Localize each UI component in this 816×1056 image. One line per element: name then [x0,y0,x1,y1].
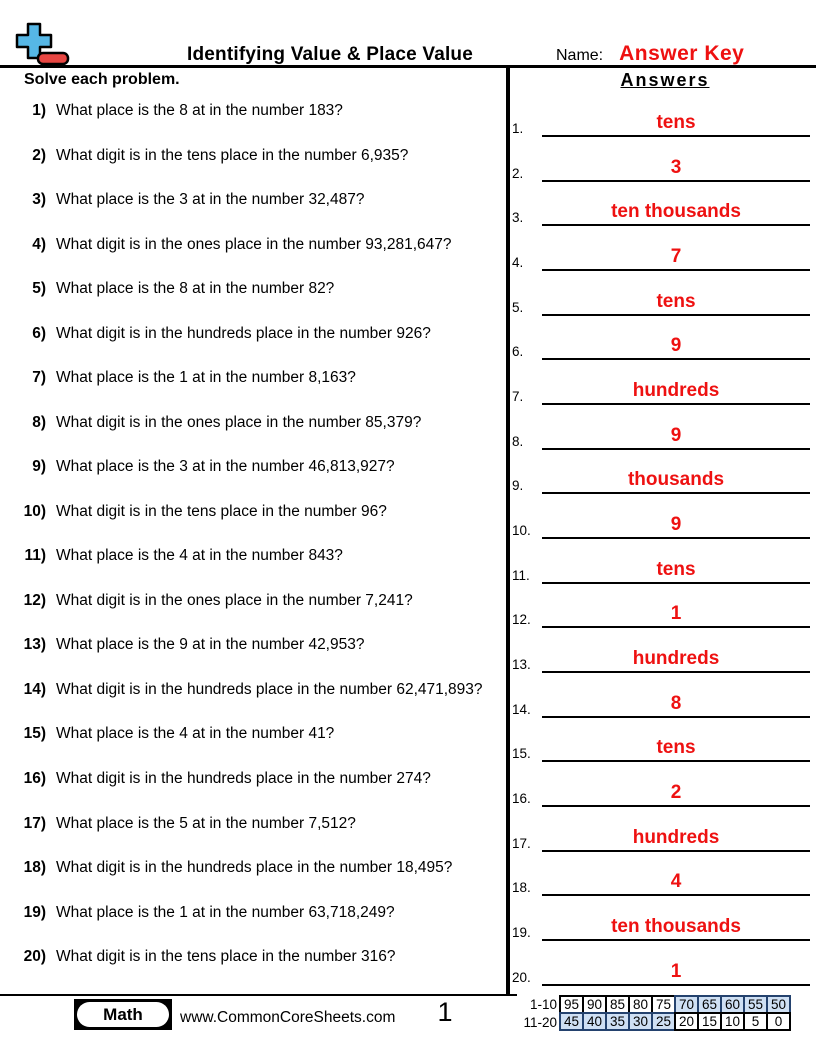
question-number: 4) [32,235,46,253]
answers-list [512,92,812,985]
answer-row [512,494,812,539]
answer-text: tens [656,290,696,312]
question-row [0,312,506,357]
answer-row [512,941,812,986]
question-number: 8) [32,413,46,431]
subject-badge-label: Math [77,1002,169,1027]
score-cell: 75 [651,995,676,1014]
footer-rule [0,994,517,996]
question-row [0,935,506,980]
answer-blank [542,962,810,986]
score-cell: 35 [605,1012,630,1031]
answer-number: 4. [512,254,524,270]
answer-blank [542,470,810,494]
answer-text: 9 [670,335,682,357]
answer-number: 12. [512,612,531,628]
answer-row [512,226,812,271]
answer-text: thousands [627,469,725,491]
score-cell: 65 [697,995,722,1014]
answer-blank [542,158,810,182]
answer-number: 1. [512,120,524,136]
question-row [0,534,506,579]
question-number: 12) [23,591,46,609]
answer-text: 7 [670,245,682,267]
answer-blank [542,202,810,226]
answer-number: 15. [512,746,531,762]
answer-row [512,137,812,182]
score-cell: 90 [582,995,607,1014]
answer-text: 2 [670,782,682,804]
answer-text: 9 [670,424,682,446]
answer-blank [542,560,810,584]
answer-row [512,673,812,718]
question-text: What place is the 3 at in the number 32,487? [56,191,365,209]
score-grid [519,995,791,1031]
plus-minus-icon [14,22,76,66]
answer-row [512,896,812,941]
name-value: Answer Key [619,42,745,65]
question-text: What digit is in the ones place in the number 85,379? [56,413,422,431]
score-grid-cells [561,1014,791,1031]
column-divider [506,68,510,995]
question-text: What digit is in the tens place in the number 6,935? [56,146,409,164]
answer-text: tens [656,558,696,580]
question-number: 16) [23,769,46,787]
answer-number: 10. [512,523,531,539]
answer-blank [542,426,810,450]
answer-blank [542,917,810,941]
answer-text: tens [656,737,696,759]
score-cell: 40 [582,1012,607,1031]
answer-blank [542,381,810,405]
answer-blank [542,515,810,539]
question-row [0,267,506,312]
question-row [0,668,506,713]
question-number: 18) [23,859,46,877]
score-grid-row-label: 11-20 [523,1015,557,1030]
questions-list [0,89,506,979]
answer-blank [542,247,810,271]
answer-blank [542,292,810,316]
score-cell: 45 [559,1012,584,1031]
answer-number: 18. [512,880,531,896]
question-text: What digit is in the hundreds place in the number 62,471,893? [56,680,483,698]
question-text: What place is the 1 at in the number 63,718,249? [56,903,395,921]
commoncoresheets-logo [14,22,76,71]
question-row [0,89,506,134]
score-cell: 25 [651,1012,676,1031]
question-row [0,134,506,179]
answer-row [512,584,812,629]
answer-blank [542,694,810,718]
answer-row [512,628,812,673]
answer-number: 19. [512,925,531,941]
answer-text: 9 [670,514,682,536]
question-text: What place is the 8 at in the number 183? [56,102,343,120]
answer-text: 1 [670,603,682,625]
page-title: Identifying Value & Place Value [186,44,474,65]
question-row [0,846,506,891]
score-cell: 20 [674,1012,699,1031]
answer-number: 3. [512,210,524,226]
answer-row [512,271,812,316]
question-number: 2) [32,146,46,164]
question-number: 10) [23,502,46,520]
score-cell: 10 [720,1012,745,1031]
answer-text: 1 [670,960,682,982]
score-cell: 80 [628,995,653,1014]
score-cell: 95 [559,995,584,1014]
subject-badge [74,999,172,1030]
question-row [0,712,506,757]
question-number: 7) [32,369,46,387]
question-row [0,579,506,624]
question-number: 13) [23,636,46,654]
answer-number: 13. [512,657,531,673]
question-number: 14) [23,680,46,698]
question-row [0,757,506,802]
page-number: 1 [437,997,453,1027]
answer-text: hundreds [632,648,720,670]
answer-number: 14. [512,701,531,717]
question-number: 17) [23,814,46,832]
question-text: What digit is in the ones place in the number 93,281,647? [56,235,452,253]
score-cell: 50 [766,995,791,1014]
answer-row [512,718,812,763]
question-row [0,401,506,446]
answer-row [512,807,812,852]
instructions: Solve each problem. [24,71,180,88]
answer-number: 16. [512,791,531,807]
answer-text: 3 [670,156,682,178]
question-number: 20) [23,948,46,966]
website-text: www.CommonCoreSheets.com [180,1009,396,1026]
answer-blank [542,828,810,852]
answers-heading: Answers [620,70,710,90]
name-label: Name: [556,47,604,64]
score-cell: 70 [674,995,699,1014]
answer-text: hundreds [632,826,720,848]
answer-text: ten thousands [611,201,741,223]
answer-row [512,450,812,495]
answer-text: tens [656,111,696,133]
score-grid-row-label: 1-10 [529,997,557,1012]
question-text: What place is the 5 at in the number 7,512? [56,814,356,832]
answer-blank [542,113,810,137]
answer-text: 4 [670,871,682,893]
question-text: What place is the 4 at in the number 41? [56,725,335,743]
answer-number: 5. [512,299,524,315]
question-text: What digit is in the hundreds place in the number 274? [56,769,431,787]
question-row [0,490,506,535]
answer-blank [542,872,810,896]
question-text: What place is the 8 at in the number 82? [56,280,335,298]
score-cell: 30 [628,1012,653,1031]
answer-blank [542,604,810,628]
answer-blank [542,738,810,762]
answer-text: hundreds [632,380,720,401]
answer-number: 8. [512,433,524,449]
question-row [0,445,506,490]
question-row [0,801,506,846]
name-row [556,42,744,66]
answer-text: 8 [670,692,682,714]
answer-row [512,316,812,361]
answer-number: 20. [512,969,531,985]
question-text: What digit is in the ones place in the number 7,241? [56,591,413,609]
question-number: 1) [32,102,46,120]
answer-blank [542,649,810,673]
answer-row [512,405,812,450]
question-text: What digit is in the tens place in the number 316? [56,948,396,966]
header-rule [0,65,816,68]
answer-row [512,762,812,807]
question-text: What place is the 4 at in the number 843? [56,547,343,565]
question-number: 5) [32,280,46,298]
answer-number: 6. [512,344,524,360]
score-grid-row [519,1014,791,1031]
question-text: What place is the 9 at in the number 42,953? [56,636,365,654]
answer-blank [542,783,810,807]
answer-blank [542,336,810,360]
answer-row [512,360,812,405]
answer-number: 9. [512,478,524,494]
answer-row [512,852,812,897]
question-text: What digit is in the hundreds place in the number 18,495? [56,859,453,877]
question-row [0,356,506,401]
score-cell: 85 [605,995,630,1014]
answer-row [512,539,812,584]
score-cell: 55 [743,995,768,1014]
question-text: What place is the 1 at in the number 8,163? [56,369,356,387]
question-text: What digit is in the tens place in the number 96? [56,502,387,520]
question-number: 3) [32,191,46,209]
answer-number: 7. [512,389,524,404]
score-cell: 60 [720,995,745,1014]
question-number: 11) [24,547,46,565]
answer-text: ten thousands [611,916,741,938]
question-text: What place is the 3 at in the number 46,813,927? [56,458,395,476]
question-row [0,623,506,668]
question-text: What digit is in the hundreds place in the number 926? [56,324,431,342]
answer-number: 17. [512,835,531,851]
answer-number: 2. [512,165,524,181]
answer-row [512,182,812,227]
answer-number: 11. [512,567,530,583]
question-number: 9) [32,458,46,476]
question-row [0,223,506,268]
question-row [0,890,506,935]
question-number: 19) [23,903,46,921]
score-cell: 15 [697,1012,722,1031]
score-cell: 5 [743,1012,768,1031]
answer-row [512,92,812,137]
score-cell: 0 [766,1012,791,1031]
question-number: 6) [32,324,46,342]
question-number: 15) [23,725,46,743]
question-row [0,178,506,223]
